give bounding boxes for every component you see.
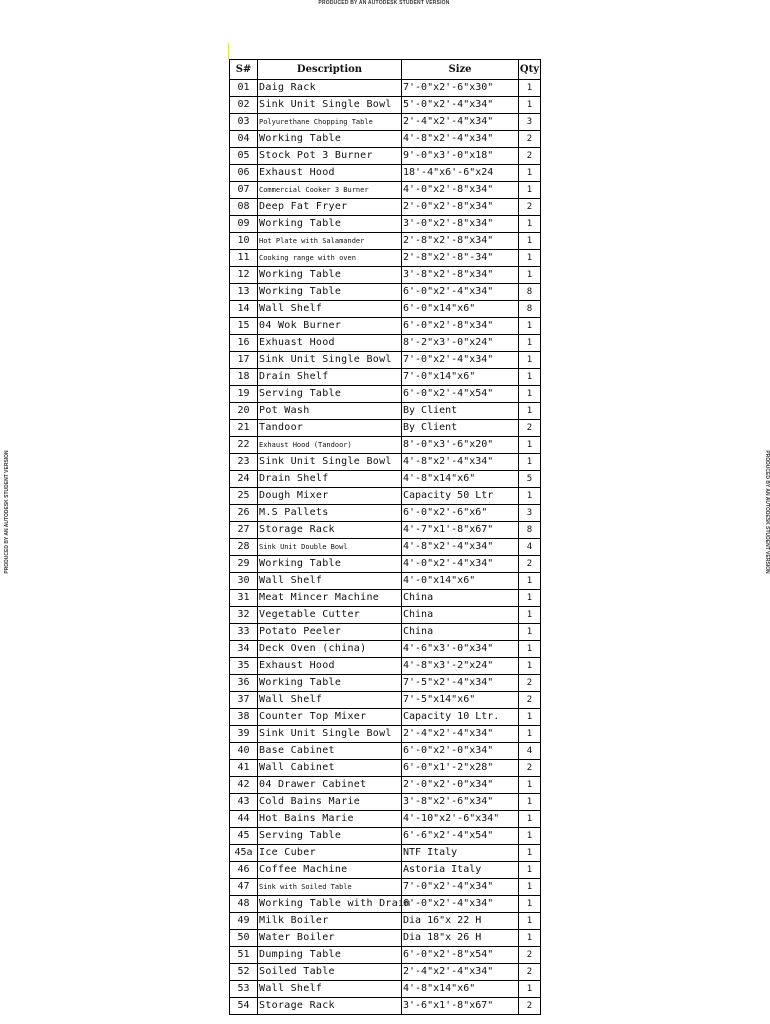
table-row bbox=[230, 641, 541, 658]
row-qty: 1 bbox=[519, 216, 541, 233]
table-row bbox=[230, 488, 541, 505]
watermark-left: PRODUCED BY AN AUTODESK STUDENT VERSION bbox=[4, 450, 10, 574]
layer-marker bbox=[228, 43, 229, 59]
row-sn: 39 bbox=[230, 726, 258, 743]
row-qty: 1 bbox=[519, 573, 541, 590]
table-row bbox=[230, 420, 541, 437]
row-qty: 2 bbox=[519, 947, 541, 964]
table-row bbox=[230, 777, 541, 794]
row-qty: 1 bbox=[519, 97, 541, 114]
table-row bbox=[230, 998, 541, 1015]
row-size: 7'-0"x2'-4"x34" bbox=[402, 879, 519, 896]
equipment-table bbox=[229, 59, 541, 1015]
row-sn: 25 bbox=[230, 488, 258, 505]
row-qty: 1 bbox=[519, 930, 541, 947]
row-size: 7'-0"x14"x6" bbox=[402, 369, 519, 386]
row-size: 2'-4"x2'-4"x34" bbox=[402, 114, 519, 131]
table-row bbox=[230, 828, 541, 845]
row-qty: 3 bbox=[519, 114, 541, 131]
row-sn: 48 bbox=[230, 896, 258, 913]
table-row bbox=[230, 216, 541, 233]
row-size: 18'-4"x6'-6"x24 bbox=[402, 165, 519, 182]
row-qty: 1 bbox=[519, 607, 541, 624]
row-size: Capacity 50 Ltr bbox=[402, 488, 519, 505]
row-qty: 2 bbox=[519, 556, 541, 573]
row-description: Working Table bbox=[258, 267, 402, 284]
row-description: Wall Cabinet bbox=[258, 760, 402, 777]
row-qty: 2 bbox=[519, 998, 541, 1015]
table-row bbox=[230, 114, 541, 131]
table-row bbox=[230, 811, 541, 828]
table-row bbox=[230, 573, 541, 590]
row-qty: 2 bbox=[519, 675, 541, 692]
row-sn: 21 bbox=[230, 420, 258, 437]
table-row bbox=[230, 590, 541, 607]
row-description: Potato Peeler bbox=[258, 624, 402, 641]
row-size: 4'-8"x3'-2"x24" bbox=[402, 658, 519, 675]
row-qty: 1 bbox=[519, 624, 541, 641]
row-sn: 41 bbox=[230, 760, 258, 777]
row-sn: 02 bbox=[230, 97, 258, 114]
row-size: 4'-8"x14"x6" bbox=[402, 981, 519, 998]
row-size: China bbox=[402, 590, 519, 607]
row-qty: 5 bbox=[519, 471, 541, 488]
table-row bbox=[230, 352, 541, 369]
table-row bbox=[230, 896, 541, 913]
table-row bbox=[230, 505, 541, 522]
row-size: 4'-7"x1'-8"x67" bbox=[402, 522, 519, 539]
row-sn: 36 bbox=[230, 675, 258, 692]
row-sn: 03 bbox=[230, 114, 258, 131]
row-description: Serving Table bbox=[258, 828, 402, 845]
row-description: Storage Rack bbox=[258, 522, 402, 539]
table-row bbox=[230, 607, 541, 624]
row-description: Soiled Table bbox=[258, 964, 402, 981]
row-size: Dia 18"x 26 H bbox=[402, 930, 519, 947]
row-size: 4'-8"x2'-4"x34" bbox=[402, 539, 519, 556]
row-qty: 2 bbox=[519, 420, 541, 437]
row-sn: 06 bbox=[230, 165, 258, 182]
row-size: 2'-0"x2'-0"x34" bbox=[402, 777, 519, 794]
row-qty: 1 bbox=[519, 267, 541, 284]
row-sn: 37 bbox=[230, 692, 258, 709]
row-description: Daig Rack bbox=[258, 80, 402, 97]
row-description: Exhaust Hood bbox=[258, 165, 402, 182]
row-size: By Client bbox=[402, 403, 519, 420]
row-qty: 1 bbox=[519, 318, 541, 335]
table-row bbox=[230, 964, 541, 981]
row-sn: 13 bbox=[230, 284, 258, 301]
row-size: 6'-0"x2'-4"x34" bbox=[402, 896, 519, 913]
row-size: 8'-2"x3'-0"x24" bbox=[402, 335, 519, 352]
row-size: 7'-5"x2'-4"x34" bbox=[402, 675, 519, 692]
row-qty: 1 bbox=[519, 233, 541, 250]
row-description: Drain Shelf bbox=[258, 471, 402, 488]
table-row bbox=[230, 760, 541, 777]
table-row bbox=[230, 437, 541, 454]
row-description: Cooking range with oven bbox=[258, 250, 402, 267]
row-description: Vegetable Cutter bbox=[258, 607, 402, 624]
row-size: 9'-0"x3'-0"x18" bbox=[402, 148, 519, 165]
row-qty: 4 bbox=[519, 539, 541, 556]
row-size: Capacity 10 Ltr. bbox=[402, 709, 519, 726]
row-sn: 18 bbox=[230, 369, 258, 386]
row-qty: 1 bbox=[519, 369, 541, 386]
table-row bbox=[230, 862, 541, 879]
row-sn: 40 bbox=[230, 743, 258, 760]
row-description: Water Boiler bbox=[258, 930, 402, 947]
row-qty: 1 bbox=[519, 709, 541, 726]
row-sn: 07 bbox=[230, 182, 258, 199]
table-row bbox=[230, 148, 541, 165]
row-size: 4'-0"x2'-8"x34" bbox=[402, 182, 519, 199]
row-description: Exhaust Hood (Tandoor) bbox=[258, 437, 402, 454]
row-size: 6'-0"x2'-4"x34" bbox=[402, 284, 519, 301]
row-description: Working Table bbox=[258, 216, 402, 233]
row-sn: 08 bbox=[230, 199, 258, 216]
watermark-top: PRODUCED BY AN AUTODESK STUDENT VERSION bbox=[318, 0, 450, 6]
table-row bbox=[230, 794, 541, 811]
header-description: Description bbox=[258, 60, 402, 80]
row-size: 4'-8"x2'-4"x34" bbox=[402, 454, 519, 471]
row-description: Sink with Soiled Table bbox=[258, 879, 402, 896]
table-row bbox=[230, 947, 541, 964]
table-row bbox=[230, 335, 541, 352]
row-sn: 44 bbox=[230, 811, 258, 828]
table-row bbox=[230, 930, 541, 947]
row-qty: 1 bbox=[519, 386, 541, 403]
row-sn: 19 bbox=[230, 386, 258, 403]
watermark-right: PRODUCED BY AN AUTODESK STUDENT VERSION bbox=[764, 450, 770, 574]
table-row bbox=[230, 726, 541, 743]
row-qty: 1 bbox=[519, 777, 541, 794]
row-size: 4'-0"x2'-4"x34" bbox=[402, 556, 519, 573]
row-qty: 1 bbox=[519, 454, 541, 471]
row-sn: 01 bbox=[230, 80, 258, 97]
row-description: Base Cabinet bbox=[258, 743, 402, 760]
row-size: 6'-0"x2'-6"x6" bbox=[402, 505, 519, 522]
header-size: Size bbox=[402, 60, 519, 80]
table-header-row bbox=[230, 60, 541, 80]
row-sn: 28 bbox=[230, 539, 258, 556]
row-description: Ice Cuber bbox=[258, 845, 402, 862]
table-row bbox=[230, 386, 541, 403]
row-description: Exhaust Hood bbox=[258, 658, 402, 675]
row-size: 4'-8"x2'-4"x34" bbox=[402, 131, 519, 148]
row-qty: 1 bbox=[519, 165, 541, 182]
row-size: 4'-10"x2'-6"x34" bbox=[402, 811, 519, 828]
row-description: Meat Mincer Machine bbox=[258, 590, 402, 607]
row-description: Tandoor bbox=[258, 420, 402, 437]
table-row bbox=[230, 879, 541, 896]
row-description: Deep Fat Fryer bbox=[258, 199, 402, 216]
row-size: 2'-8"x2'-8"-34" bbox=[402, 250, 519, 267]
row-size: 2'-4"x2'-4"x34" bbox=[402, 726, 519, 743]
row-description: Cold Bains Marie bbox=[258, 794, 402, 811]
row-sn: 05 bbox=[230, 148, 258, 165]
row-qty: 1 bbox=[519, 981, 541, 998]
row-description: Milk Boiler bbox=[258, 913, 402, 930]
row-sn: 15 bbox=[230, 318, 258, 335]
row-sn: 14 bbox=[230, 301, 258, 318]
row-sn: 45a bbox=[230, 845, 258, 862]
row-qty: 2 bbox=[519, 964, 541, 981]
row-qty: 1 bbox=[519, 862, 541, 879]
table-row bbox=[230, 301, 541, 318]
row-description: Deck Oven (china) bbox=[258, 641, 402, 658]
table-row bbox=[230, 692, 541, 709]
row-qty: 1 bbox=[519, 896, 541, 913]
row-qty: 1 bbox=[519, 488, 541, 505]
table-row bbox=[230, 233, 541, 250]
row-qty: 8 bbox=[519, 301, 541, 318]
table-body bbox=[230, 80, 541, 1015]
row-qty: 1 bbox=[519, 352, 541, 369]
row-size: 6'-0"x2'-4"x54" bbox=[402, 386, 519, 403]
row-qty: 1 bbox=[519, 879, 541, 896]
row-description: Stock Pot 3 Burner bbox=[258, 148, 402, 165]
row-qty: 2 bbox=[519, 760, 541, 777]
row-description: Counter Top Mixer bbox=[258, 709, 402, 726]
row-size: 5'-0"x2'-4"x34" bbox=[402, 97, 519, 114]
row-qty: 3 bbox=[519, 505, 541, 522]
table-row bbox=[230, 556, 541, 573]
row-description: Sink Unit Single Bowl bbox=[258, 726, 402, 743]
row-sn: 23 bbox=[230, 454, 258, 471]
row-sn: 35 bbox=[230, 658, 258, 675]
row-size: Dia 16"x 22 H bbox=[402, 913, 519, 930]
row-sn: 34 bbox=[230, 641, 258, 658]
row-sn: 16 bbox=[230, 335, 258, 352]
row-sn: 26 bbox=[230, 505, 258, 522]
row-description: Drain Shelf bbox=[258, 369, 402, 386]
row-description: Pot Wash bbox=[258, 403, 402, 420]
row-size: By Client bbox=[402, 420, 519, 437]
row-description: Wall Shelf bbox=[258, 692, 402, 709]
row-description: 04 Wok Burner bbox=[258, 318, 402, 335]
header-qty: Qty bbox=[519, 60, 541, 80]
row-qty: 1 bbox=[519, 845, 541, 862]
row-description: Wall Shelf bbox=[258, 981, 402, 998]
row-sn: 54 bbox=[230, 998, 258, 1015]
row-description: 04 Drawer Cabinet bbox=[258, 777, 402, 794]
row-description: Dumping Table bbox=[258, 947, 402, 964]
row-size: 3'-8"x2'-8"x34" bbox=[402, 267, 519, 284]
row-size: 4'-6"x3'-0"x34" bbox=[402, 641, 519, 658]
row-description: Storage Rack bbox=[258, 998, 402, 1015]
row-size: 3'-0"x2'-8"x34" bbox=[402, 216, 519, 233]
row-size: 2'-4"x2'-4"x34" bbox=[402, 964, 519, 981]
row-sn: 49 bbox=[230, 913, 258, 930]
row-description: Sink Unit Single Bowl bbox=[258, 454, 402, 471]
row-description: Sink Unit Double Bowl bbox=[258, 539, 402, 556]
row-description: Working Table with Drain bbox=[258, 896, 402, 913]
table-row bbox=[230, 709, 541, 726]
row-sn: 47 bbox=[230, 879, 258, 896]
row-size: 6'-6"x2'-4"x54" bbox=[402, 828, 519, 845]
row-description: Working Table bbox=[258, 556, 402, 573]
row-sn: 50 bbox=[230, 930, 258, 947]
row-qty: 1 bbox=[519, 913, 541, 930]
row-sn: 45 bbox=[230, 828, 258, 845]
row-size: 4'-0"x14"x6" bbox=[402, 573, 519, 590]
table-row bbox=[230, 284, 541, 301]
table-row bbox=[230, 539, 541, 556]
table-row bbox=[230, 658, 541, 675]
row-description: Dough Mixer bbox=[258, 488, 402, 505]
row-sn: 09 bbox=[230, 216, 258, 233]
row-size: 6'-0"x1'-2"x28" bbox=[402, 760, 519, 777]
row-description: Polyurethane Chopping Table bbox=[258, 114, 402, 131]
row-sn: 17 bbox=[230, 352, 258, 369]
row-description: Hot Bains Marie bbox=[258, 811, 402, 828]
row-qty: 1 bbox=[519, 437, 541, 454]
row-size: 6'-0"x2'-0"x34" bbox=[402, 743, 519, 760]
table-row bbox=[230, 199, 541, 216]
row-sn: 27 bbox=[230, 522, 258, 539]
table-row bbox=[230, 675, 541, 692]
row-qty: 2 bbox=[519, 148, 541, 165]
row-qty: 2 bbox=[519, 692, 541, 709]
row-qty: 1 bbox=[519, 726, 541, 743]
row-sn: 42 bbox=[230, 777, 258, 794]
table-row bbox=[230, 131, 541, 148]
row-description: Working Table bbox=[258, 131, 402, 148]
row-sn: 11 bbox=[230, 250, 258, 267]
row-qty: 1 bbox=[519, 811, 541, 828]
row-size: 6'-0"x2'-8"x34" bbox=[402, 318, 519, 335]
row-description: M.S Pallets bbox=[258, 505, 402, 522]
table-row bbox=[230, 182, 541, 199]
row-qty: 1 bbox=[519, 182, 541, 199]
row-description: Wall Shelf bbox=[258, 301, 402, 318]
row-size: 4'-8"x14"x6" bbox=[402, 471, 519, 488]
row-description: Commercial Cooker 3 Burner bbox=[258, 182, 402, 199]
row-sn: 30 bbox=[230, 573, 258, 590]
row-qty: 1 bbox=[519, 658, 541, 675]
row-sn: 33 bbox=[230, 624, 258, 641]
row-qty: 1 bbox=[519, 590, 541, 607]
row-qty: 1 bbox=[519, 828, 541, 845]
row-size: 6'-0"x14"x6" bbox=[402, 301, 519, 318]
row-description: Serving Table bbox=[258, 386, 402, 403]
table-row bbox=[230, 624, 541, 641]
row-qty: 1 bbox=[519, 250, 541, 267]
row-description: Exhuast Hood bbox=[258, 335, 402, 352]
row-size: Astoria Italy bbox=[402, 862, 519, 879]
row-qty: 2 bbox=[519, 131, 541, 148]
table-row bbox=[230, 981, 541, 998]
row-size: 3'-6"x1'-8"x67" bbox=[402, 998, 519, 1015]
row-description: Sink Unit Single Bowl bbox=[258, 97, 402, 114]
table-row bbox=[230, 80, 541, 97]
row-qty: 4 bbox=[519, 743, 541, 760]
row-description: Sink Unit Single Bowl bbox=[258, 352, 402, 369]
row-description: Working Table bbox=[258, 675, 402, 692]
table-row bbox=[230, 454, 541, 471]
row-sn: 46 bbox=[230, 862, 258, 879]
row-qty: 8 bbox=[519, 284, 541, 301]
row-sn: 43 bbox=[230, 794, 258, 811]
row-sn: 04 bbox=[230, 131, 258, 148]
row-size: 3'-8"x2'-6"x34" bbox=[402, 794, 519, 811]
row-description: Wall Shelf bbox=[258, 573, 402, 590]
equipment-schedule bbox=[229, 59, 540, 1015]
row-size: 7'-0"x2'-4"x34" bbox=[402, 352, 519, 369]
row-size: 2'-0"x2'-8"x34" bbox=[402, 199, 519, 216]
row-size: NTF Italy bbox=[402, 845, 519, 862]
table-row bbox=[230, 250, 541, 267]
header-sn: S# bbox=[230, 60, 258, 80]
row-size: 7'-0"x2'-6"x30" bbox=[402, 80, 519, 97]
row-qty: 1 bbox=[519, 80, 541, 97]
table-row bbox=[230, 913, 541, 930]
row-sn: 31 bbox=[230, 590, 258, 607]
table-row bbox=[230, 318, 541, 335]
row-sn: 51 bbox=[230, 947, 258, 964]
row-size: 7'-5"x14"x6" bbox=[402, 692, 519, 709]
table-row bbox=[230, 743, 541, 760]
row-size: 6'-0"x2'-8"x54" bbox=[402, 947, 519, 964]
row-sn: 32 bbox=[230, 607, 258, 624]
row-sn: 10 bbox=[230, 233, 258, 250]
table-row bbox=[230, 522, 541, 539]
table-row bbox=[230, 471, 541, 488]
table-row bbox=[230, 97, 541, 114]
row-sn: 29 bbox=[230, 556, 258, 573]
row-size: 2'-8"x2'-8"x34" bbox=[402, 233, 519, 250]
row-sn: 38 bbox=[230, 709, 258, 726]
row-sn: 24 bbox=[230, 471, 258, 488]
row-qty: 2 bbox=[519, 199, 541, 216]
row-qty: 8 bbox=[519, 522, 541, 539]
table-row bbox=[230, 369, 541, 386]
row-size: China bbox=[402, 607, 519, 624]
row-qty: 1 bbox=[519, 641, 541, 658]
table-row bbox=[230, 267, 541, 284]
row-sn: 12 bbox=[230, 267, 258, 284]
row-size: China bbox=[402, 624, 519, 641]
row-sn: 52 bbox=[230, 964, 258, 981]
table-row bbox=[230, 845, 541, 862]
row-description: Coffee Machine bbox=[258, 862, 402, 879]
row-qty: 1 bbox=[519, 403, 541, 420]
row-qty: 1 bbox=[519, 335, 541, 352]
row-description: Hot Plate with Salamander bbox=[258, 233, 402, 250]
table-row bbox=[230, 403, 541, 420]
row-sn: 22 bbox=[230, 437, 258, 454]
row-sn: 20 bbox=[230, 403, 258, 420]
row-description: Working Table bbox=[258, 284, 402, 301]
table-row bbox=[230, 165, 541, 182]
row-sn: 53 bbox=[230, 981, 258, 998]
row-size: 8'-0"x3'-6"x20" bbox=[402, 437, 519, 454]
row-qty: 1 bbox=[519, 794, 541, 811]
